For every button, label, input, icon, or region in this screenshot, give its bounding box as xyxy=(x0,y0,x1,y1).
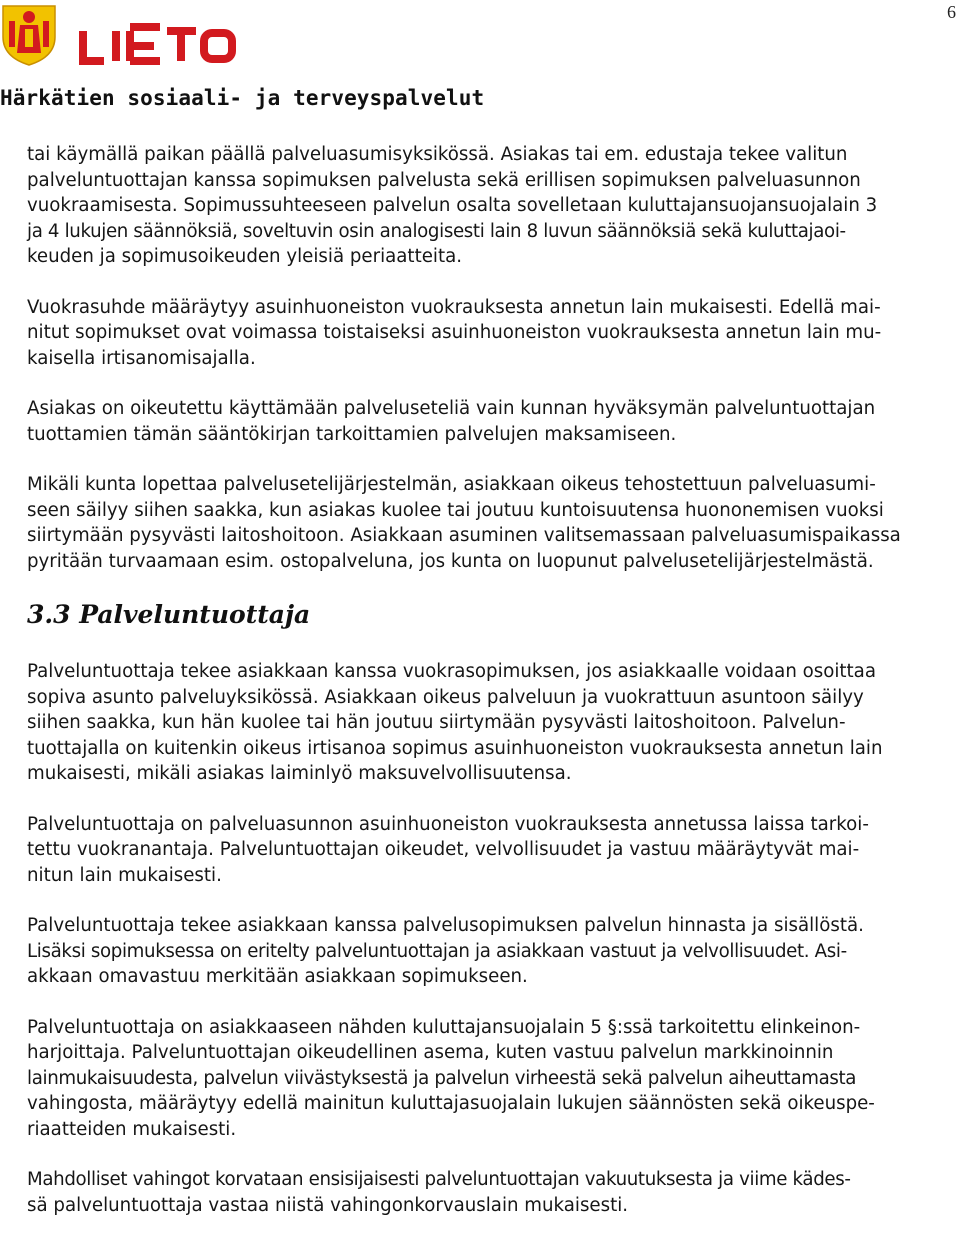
section-heading: 3.3 Palveluntuottaja xyxy=(27,600,311,629)
text-line: vuokraamisesta. Sopimussuhteeseen palvelun osalta sovelletaan kuluttajansuojansuojalain 3 xyxy=(27,195,878,216)
text-line: Asiakas on oikeutettu käyttämään palveluseteliä vain kunnan hyväksymän palveluntuottajan xyxy=(27,398,876,419)
text-line: sopiva asunto palveluyksikössä. Asiakkaan oikeus palveluun ja vuokrattuun asuntoon säilyy xyxy=(27,686,864,708)
text-line: riaatteiden mukaisesti. xyxy=(27,1118,237,1140)
text-line: Lisäksi sopimuksessa on eritelty palveluntuottajan ja asiakkaan vastuut ja velvollisuudet. Asi- xyxy=(27,940,847,962)
text-line: Vuokrasuhde määräytyy asuinhuoneiston vuokrauksesta annetun lain mukaisesti. Edellä mai- xyxy=(27,296,881,318)
text-line: nitun lain mukaisesti. xyxy=(27,864,222,886)
paragraph-4 xyxy=(27,472,956,574)
text-line: Palveluntuottaja on palveluasunnon asuinhuoneiston vuokrauksesta annetussa laissa tarkoi- xyxy=(27,813,869,835)
text-line: palveluntuottajan kanssa sopimuksen palvelusta sekä erillisen sopimuksen palveluasunnon xyxy=(27,169,861,191)
text-line: keuden ja sopimusoikeuden yleisiä periaatteita. xyxy=(27,246,462,267)
text-line: Mikäli kunta lopettaa palvelusetelijärjestelmän, asiakkaan oikeus tehostettuun palveluasumi- xyxy=(27,474,876,495)
section-paragraph-4 xyxy=(27,1015,956,1143)
coat-of-arms-icon xyxy=(0,3,58,67)
text-line: harjoittaja. Palveluntuottajan oikeudellinen asema, kuten vastuu palvelun markkinoinnin xyxy=(27,1042,834,1063)
text-line: siihen saakka, kun hän kuolee tai hän joutuu siirtymään pysyvästi laitoshoitoon. Palvelun- xyxy=(27,712,846,733)
text-line: tettu vuokranantaja. Palveluntuottajan oikeudet, velvollisuudet ja vastuu määräytyvät mai- xyxy=(27,839,860,860)
text-line: akkaan omavastuu merkitään asiakkaan sopimukseen. xyxy=(27,966,528,987)
text-line: kaisella irtisanomisajalla. xyxy=(27,347,256,369)
paragraph-2 xyxy=(27,295,956,372)
text-line: nitut sopimukset ovat voimassa toistaiseksi asuinhuoneiston vuokrauksesta annetun lain mu- xyxy=(27,322,882,343)
document-body xyxy=(27,142,956,1243)
text-line: tuottamien tämän sääntökirjan tarkoittamien palvelujen maksamiseen. xyxy=(27,423,677,445)
lieto-logo xyxy=(0,3,240,67)
text-line: Palveluntuottaja tekee asiakkaan kanssa vuokrasopimuksen, jos asiakkaalle voidaan osoittaa xyxy=(27,661,876,682)
text-line: tai käymällä paikan päällä palveluasumisyksikössä. Asiakas tai em. edustaja tekee valitun xyxy=(27,144,848,165)
text-line: vahingosta, määräytyy edellä mainitun kuluttajasuojalain lukujen säännösten sekä oikeuspe- xyxy=(27,1093,875,1114)
text-line: sä palveluntuottaja vastaa niistä vahingonkorvauslain mukaisesti. xyxy=(27,1194,629,1216)
section-paragraph-2 xyxy=(27,812,956,889)
text-line: mukaisesti, mikäli asiakas laiminlyö maksuvelvollisuutensa. xyxy=(27,763,572,784)
lieto-logo-text: LIETO xyxy=(78,5,81,6)
text-line: lainmukaisuudesta, palvelun viivästyksestä ja palvelun virheestä sekä palvelun aiheuttamasta xyxy=(27,1067,857,1089)
header-title: Härkätien sosiaali- ja terveyspalvelut xyxy=(0,86,485,110)
text-line: siirtymään pysyvästi laitoshoitoon. Asiakkaan asuminen valitsemassaan palveluasumispaikassa xyxy=(27,525,901,546)
page-number: 6 xyxy=(947,2,956,22)
section-paragraph-1 xyxy=(27,659,956,787)
text-line: Palveluntuottaja tekee asiakkaan kanssa palvelusopimuksen palvelun hinnasta ja sisällöstä. xyxy=(27,915,864,936)
text-line: ja 4 lukujen säännöksiä, soveltuvin osin analogisesti lain 8 luvun säännöksiä sekä kuluttajaoi- xyxy=(27,220,846,242)
section-paragraph-3 xyxy=(27,913,956,990)
text-line: pyritään turvaamaan esim. ostopalveluna, jos kunta on luopunut palvelusetelijärjestelmästä. xyxy=(27,550,874,572)
paragraph-3 xyxy=(27,396,956,447)
lieto-wordmark xyxy=(78,5,238,67)
text-line: seen säilyy siihen saakka, kun asiakas kuolee tai joutuu kuntoisuutensa huononemisen vuoksi xyxy=(27,499,884,521)
section-paragraph-5 xyxy=(27,1167,956,1218)
paragraph-1 xyxy=(27,142,956,270)
text-line: tuottajalla on kuitenkin oikeus irtisanoa sopimus asuinhuoneiston vuokrauksesta annetun lain xyxy=(27,737,883,759)
text-line: Palveluntuottaja on asiakkaaseen nähden kuluttajansuojalain 5 §:ssä tarkoitettu elinkeinon- xyxy=(27,1016,861,1038)
text-line: Mahdolliset vahingot korvataan ensisijaisesti palveluntuottajan vakuutuksesta ja viime kädes- xyxy=(27,1169,851,1190)
